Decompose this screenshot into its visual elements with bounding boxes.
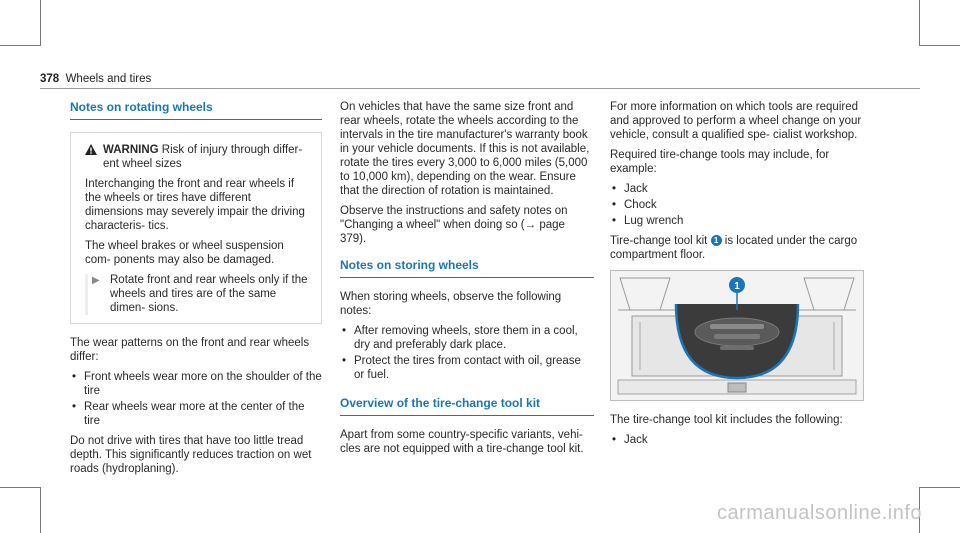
paragraph-storing: When storing wheels, observe the following notes: xyxy=(340,291,562,317)
cargo-compartment-illustration xyxy=(610,270,864,401)
warning-title xyxy=(85,143,311,171)
column-1 xyxy=(70,100,322,482)
step-arrow-icon: ▶ xyxy=(85,274,102,315)
paragraph-location xyxy=(610,234,866,262)
page-header xyxy=(40,73,151,85)
warning-box xyxy=(70,132,322,324)
list-item: • Front wheels wear more on the shoulder of the tire xyxy=(70,370,322,398)
list-item: • Jack xyxy=(610,182,866,196)
warning-paragraph: Interchanging the front and rear wheels if the wheels or tires have different dimensions may severely impair the driving characteris- tics. xyxy=(85,178,305,232)
crop-mark xyxy=(919,0,920,46)
list-item: • Protect the tires from contact with oil, grease or fuel. xyxy=(340,354,594,382)
heading-rotating-wheels: Notes on rotating wheels xyxy=(70,100,322,120)
figure-callout: 1 xyxy=(734,281,740,292)
warning-title-text: Risk of injury through differ- ent wheel sizes xyxy=(103,144,303,170)
warning-label: WARNING xyxy=(103,144,159,156)
bullet-list xyxy=(610,182,866,228)
paragraph-kit-includes: The tire-change tool kit includes the following: xyxy=(610,414,843,426)
paragraph-observe: Observe the instructions and safety notes on "Changing a wheel" when doing so (→ page 379). xyxy=(340,205,568,245)
location-text-post: is located under the cargo compartment floor. xyxy=(610,235,858,261)
crop-mark xyxy=(0,487,40,488)
list-item: • Lug wrench xyxy=(610,214,866,228)
warning-icon xyxy=(85,144,97,155)
bullet-list xyxy=(610,433,866,447)
list-item: • Rear wheels wear more at the center of the tire xyxy=(70,400,322,428)
paragraph-overview: Apart from some country-specific variants, vehi- cles are not equipped with a tire-change tool kit. xyxy=(340,429,584,455)
list-item: • After removing wheels, store them in a cool, dry and preferably dark place. xyxy=(340,324,594,352)
crop-mark xyxy=(920,45,960,46)
page-number: 378 xyxy=(40,73,60,85)
warning-step xyxy=(85,273,311,315)
paragraph-rotation: On vehicles that have the same size front and rear wheels, rotate the wheels according to the intervals in the tire manufacturer's warranty book in your vehicle documents. If this is not available, rotate the tires every 3,000 to 6,000 miles (5,000 to 10,000 km), depending on the wear. Ensure that the direction of rotation is maintained. xyxy=(340,101,590,197)
warning-paragraph: The wheel brakes or wheel suspension com- ponents may also be damaged. xyxy=(85,240,284,266)
bullet-list xyxy=(70,370,322,428)
paragraph-tools: Required tire-change tools may include, for example: xyxy=(610,149,830,175)
paragraph-tread: Do not drive with tires that have too little tread depth. This significantly reduces traction on wet roads (hydroplaning). xyxy=(70,435,312,475)
watermark: carmanualsonline.info xyxy=(716,502,922,524)
heading-tool-kit-overview: Overview of the tire-change tool kit xyxy=(340,396,594,416)
list-item: • Chock xyxy=(610,198,866,212)
bullet-list xyxy=(340,324,594,382)
list-item: • Jack xyxy=(610,433,866,447)
paragraph-info: For more information on which tools are required and approved to perform a wheel change on your vehicle, consult a qualified spe- cialist workshop. xyxy=(610,101,862,141)
column-2 xyxy=(340,100,594,462)
crop-mark xyxy=(40,487,41,533)
header-rule xyxy=(40,88,920,89)
paragraph-wear: The wear patterns on the front and rear wheels differ: xyxy=(70,337,310,363)
warning-step-text: Rotate front and rear wheels only if the wheels and tires are of the same dimen- sions. xyxy=(110,274,308,314)
callout-badge: 1 xyxy=(711,235,722,246)
location-text-pre: Tire-change tool kit xyxy=(610,235,708,247)
crop-mark xyxy=(40,0,41,46)
section-title: Wheels and tires xyxy=(65,73,152,85)
crop-mark xyxy=(0,45,40,46)
column-3 xyxy=(610,100,866,453)
heading-storing-wheels: Notes on storing wheels xyxy=(340,258,594,278)
cargo-compartment-drawing xyxy=(610,270,864,401)
crop-mark xyxy=(920,487,960,488)
